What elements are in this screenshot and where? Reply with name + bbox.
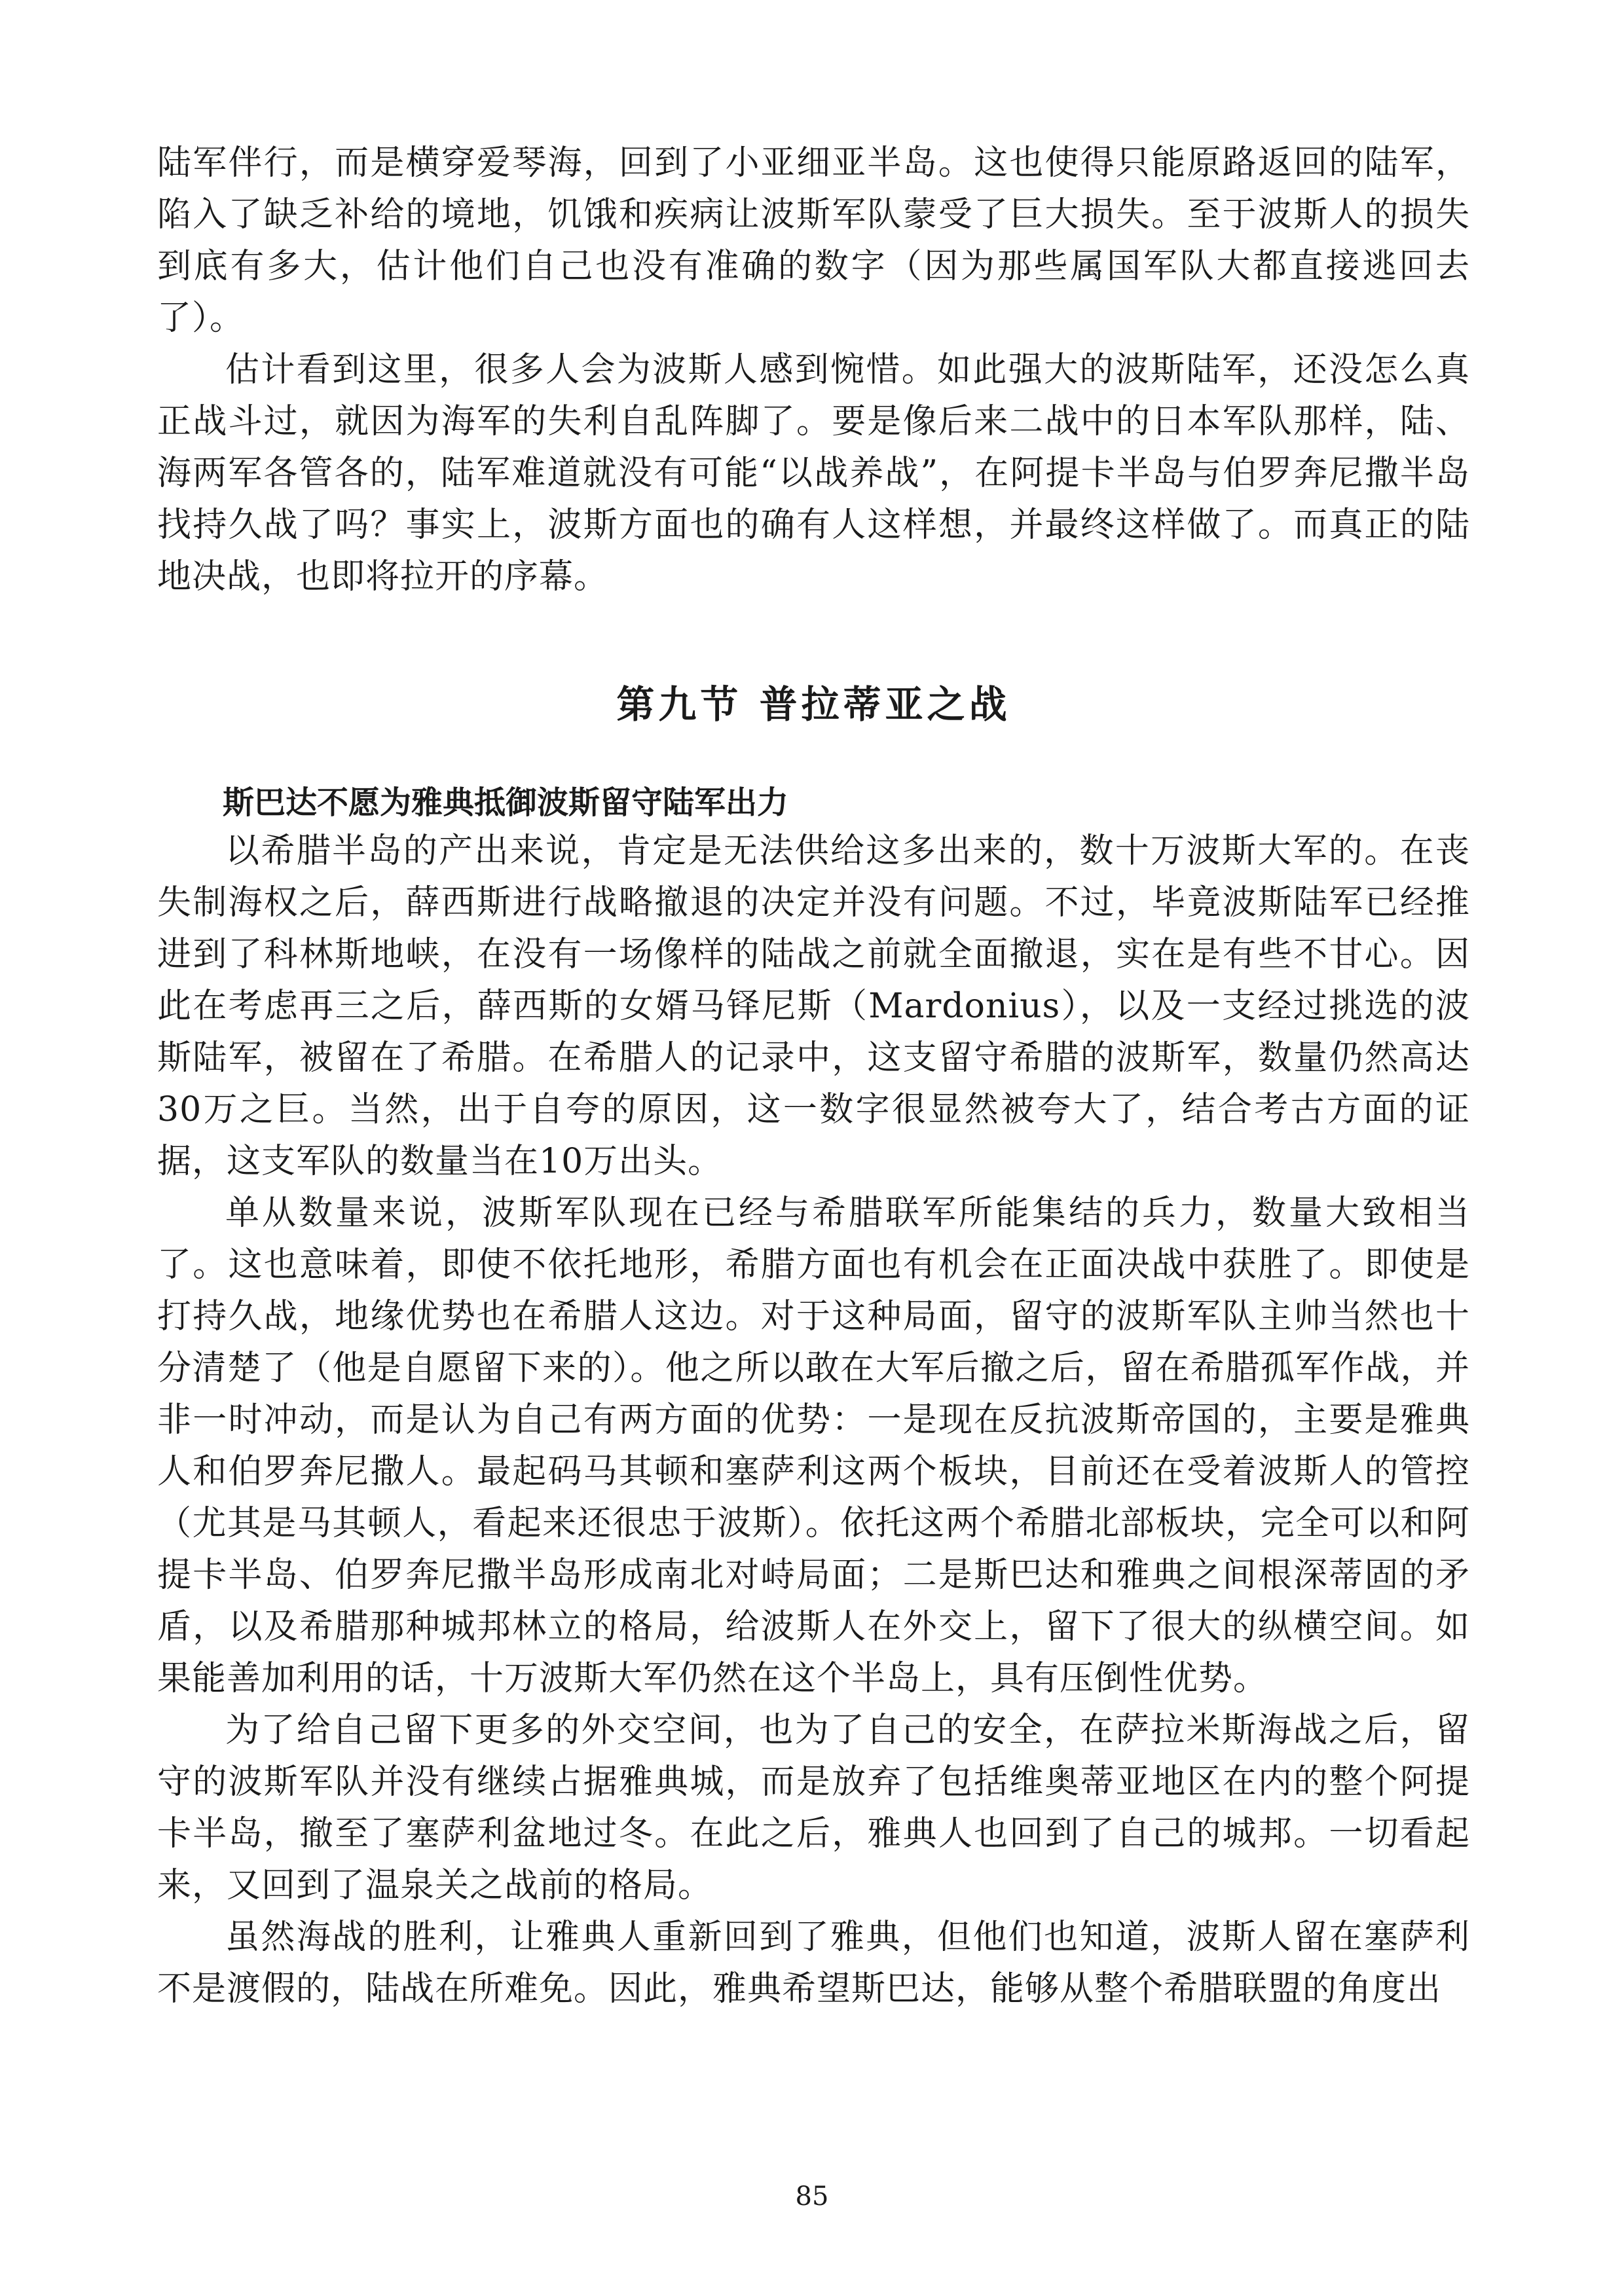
paragraph: 估计看到这里，很多人会为波斯人感到惋惜。如此强大的波斯陆军，还没怎么真正战斗过，就因为海军的失利自乱阵脚了。要是像后来二战中的日本军队那样，陆、海两军各管各的，陆军难道就没有可能“以战养战”，在阿提卡半岛与伯罗奔尼撒半岛找持久战了吗？事实上，波斯方面也的确有人这样想，并最终这样做了。而真正的陆地决战，也即将拉开的序幕。 [157, 350, 1470, 596]
paragraph: 为了给自己留下更多的外交空间，也为了自己的安全，在萨拉米斯海战之后，留守的波斯军队并没有继续占据雅典城，而是放弃了包括维奥蒂亚地区在内的整个阿提卡半岛，撤至了塞萨利盆地过冬。在此之后，雅典人也回到了自己的城邦。一切看起来，又回到了温泉关之战前的格局。 [157, 1711, 1470, 1905]
section-title: 第九节 普拉蒂亚之战 [616, 682, 1011, 727]
paragraph: 陆军伴行，而是横穿爱琴海，回到了小亚细亚半岛。这也使得只能原路返回的陆军，陷入了缺乏补给的境地，饥饿和疾病让波斯军队蒙受了巨大损失。至于波斯人的损失到底有多大，估计他们自己也没有准确的数字（因为那些属国军队大都直接逃回去了）。 [157, 143, 1470, 338]
paragraph: 虽然海战的胜利，让雅典人重新回到了雅典，但他们也知道，波斯人留在塞萨利不是渡假的，陆战在所难免。因此，雅典希望斯巴达，能够从整个希腊联盟的角度出 [157, 1918, 1470, 2009]
paragraph: 以希腊半岛的产出来说，肯定是无法供给这多出来的，数十万波斯大军的。在丧失制海权之后，薛西斯进行战略撤退的决定并没有问题。不过，毕竟波斯陆军已经推进到了科林斯地峡，在没有一场像样的陆战之前就全面撤退，实在是有些不甘心。因此在考虑再三之后，薛西斯的女婿马铎尼斯（Mardonius），以及一支经过挑选的波斯陆军，被留在了希腊。在希腊人的记录中，这支留守希腊的波斯军，数量仍然高达30万之巨。当然，出于自夸的原因，这一数字很显然被夸大了，结合考古方面的证据，这支军队的数量当在10万出头。 [157, 831, 1470, 1181]
page-number: 85 [795, 2181, 829, 2212]
subheading: 斯巴达不愿为雅典抵御波斯留守陆军出力 [223, 784, 789, 821]
paragraph: 单从数量来说，波斯军队现在已经与希腊联军所能集结的兵力，数量大致相当了。这也意味着，即使不依托地形，希腊方面也有机会在正面决战中获胜了。即使是打持久战，地缘优势也在希腊人这边。对于这种局面，留守的波斯军队主帅当然也十分清楚了（他是自愿留下来的）。他之所以敢在大军后撤之后，留在希腊孤军作战，并非一时冲动，而是认为自己有两方面的优势：一是现在反抗波斯帝国的，主要是雅典人和伯罗奔尼撒人。最起码马其顿和塞萨利这两个板块，目前还在受着波斯人的管控（尤其是马其顿人，看起来还很忠于波斯）。依托这两个希腊北部板块，完全可以和阿提卡半岛、伯罗奔尼撒半岛形成南北对峙局面；二是斯巴达和雅典之间根深蒂固的矛盾，以及希腊那种城邦林立的格局，给波斯人在外交上，留下了很大的纵横空间。如果能善加利用的话，十万波斯大军仍然在这个半岛上，具有压倒性优势。 [157, 1194, 1470, 1698]
page-content [157, 137, 1470, 2015]
